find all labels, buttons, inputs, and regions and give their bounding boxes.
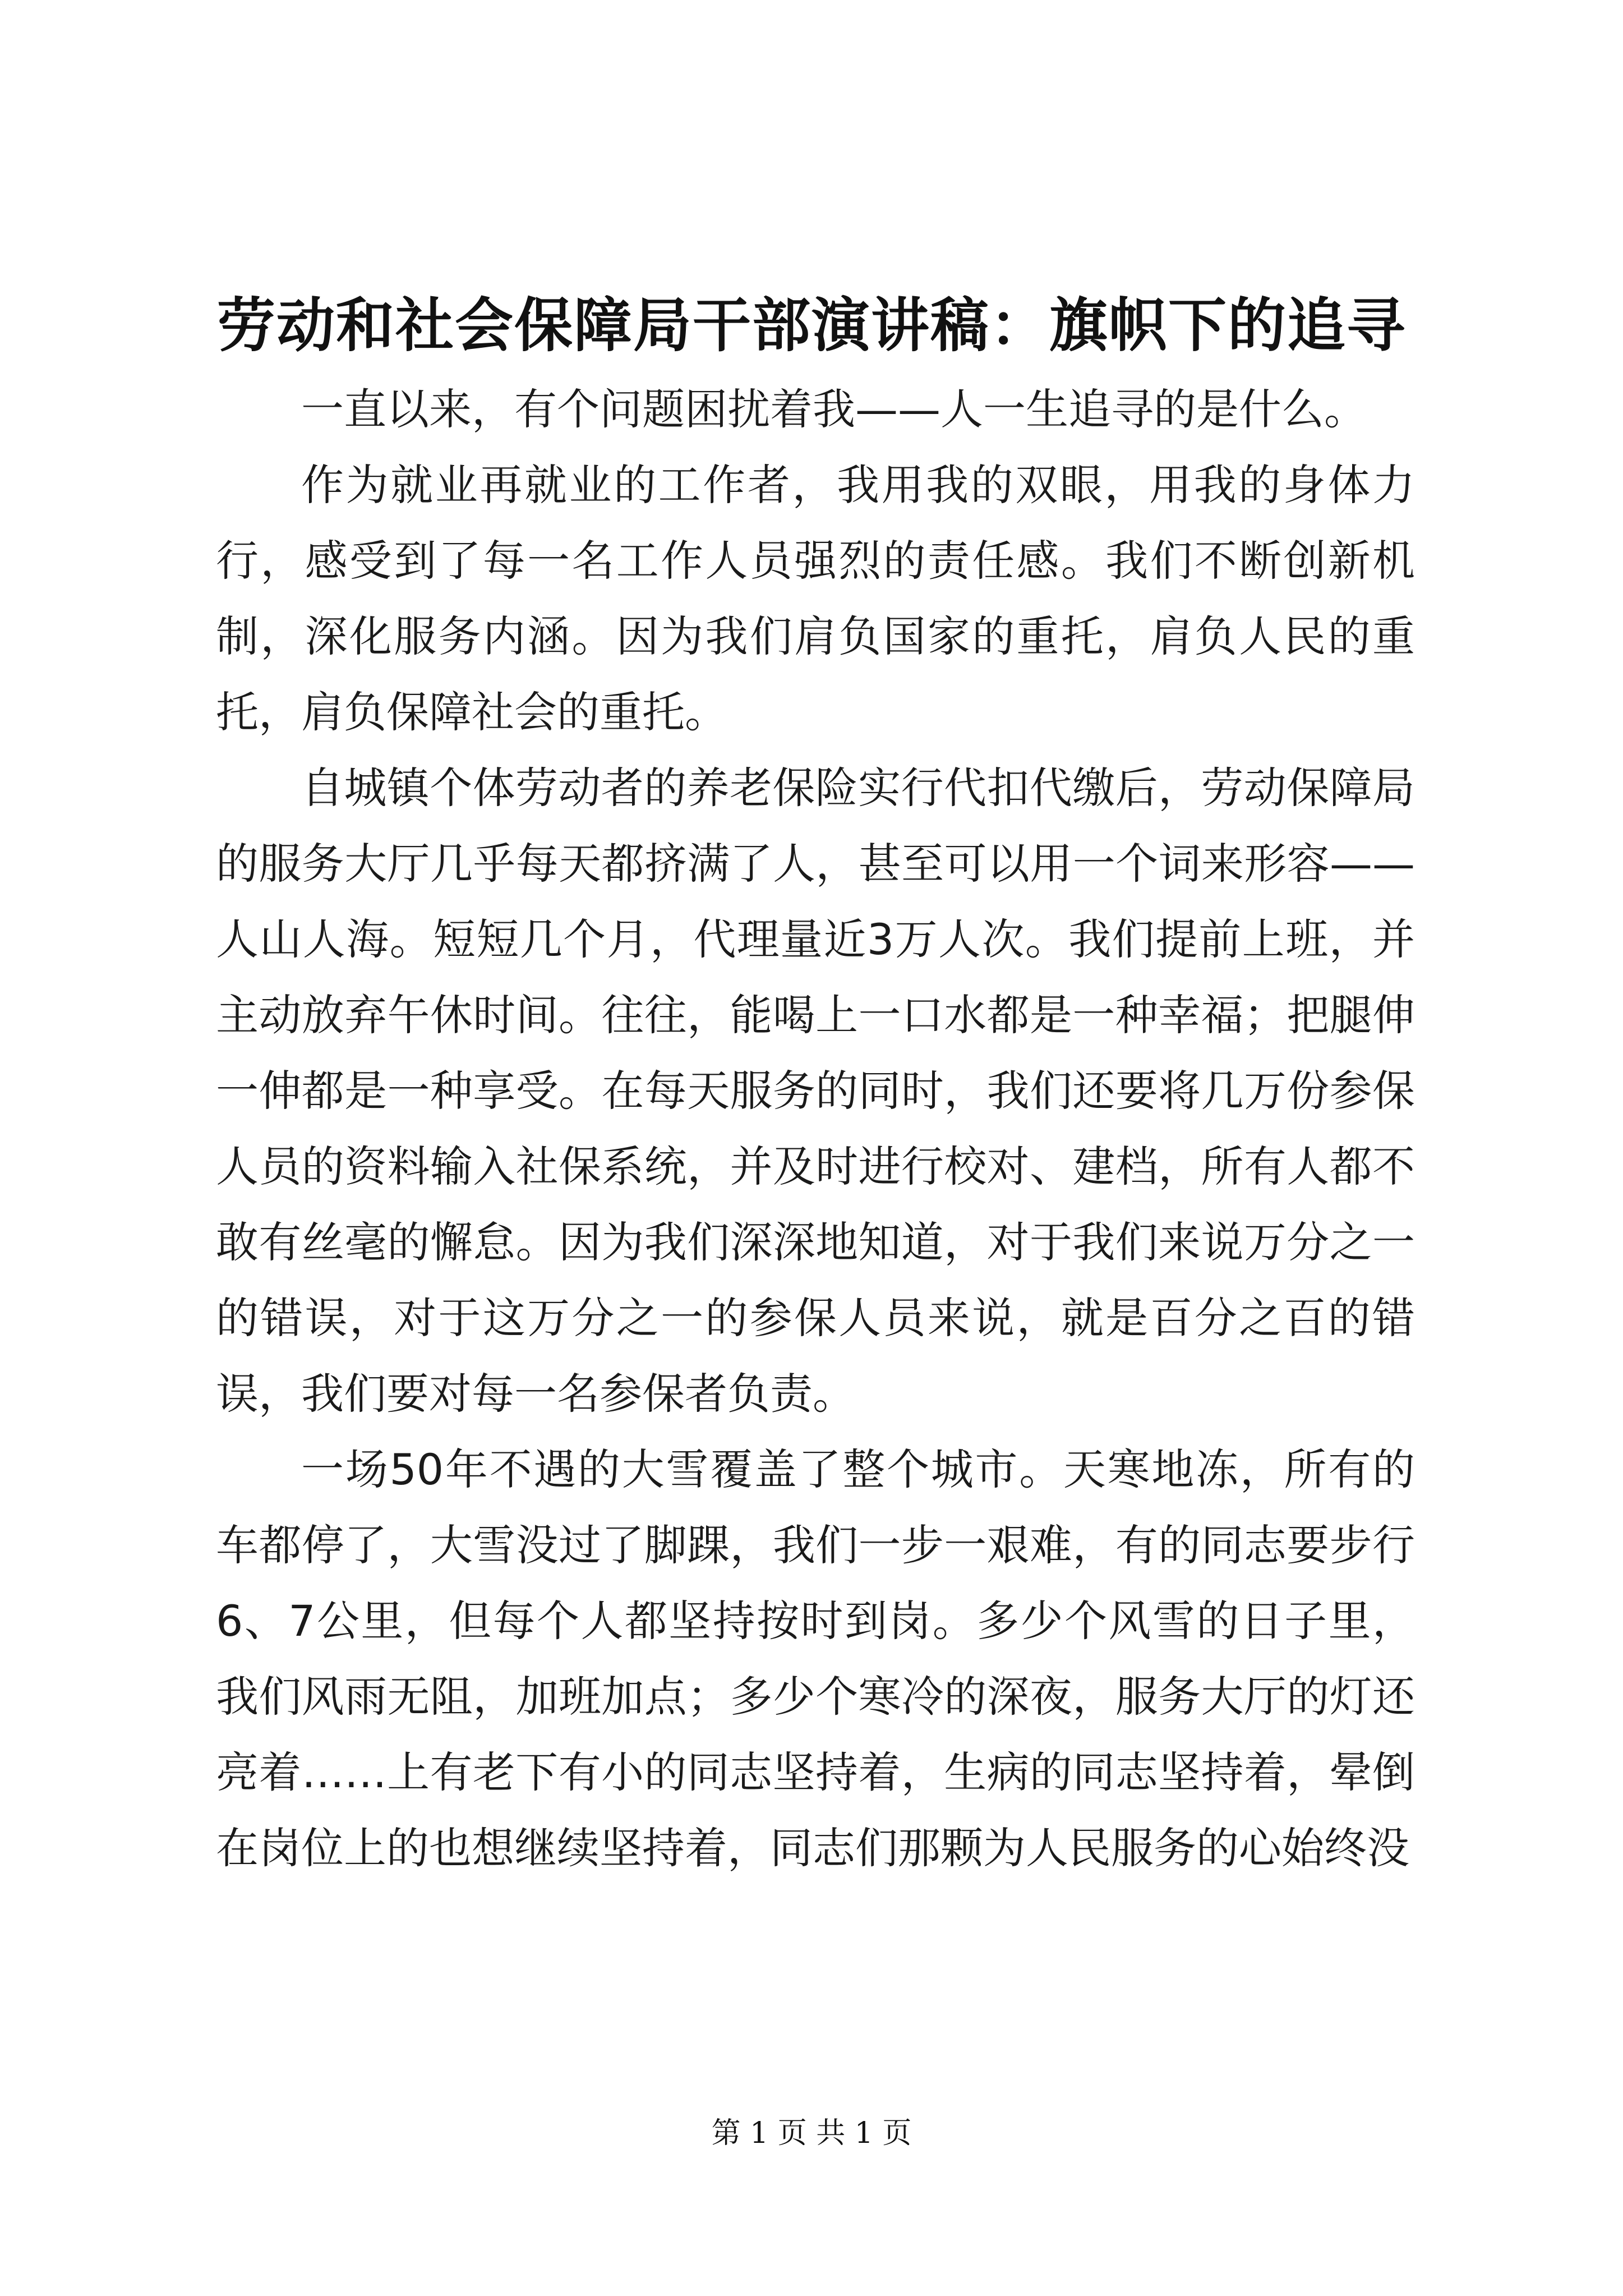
document-title: 劳动和社会保障局干部演讲稿：旗帜下的追寻 xyxy=(216,291,1406,360)
paragraph: 自城镇个体劳动者的养老保险实行代扣代缴后，劳动保障局的服务大厅几乎每天都挤满了人，甚至可以用一个词来形容——人山人海。短短几个月，代理量近3万人次。我们提前上班，并主动放弃午休时间。往往，能喝上一口水都是一种幸福；把腿伸一伸都是一种享受。在每天服务的同时，我们还要将几万份参保人员的资料输入社保系统，并及时进行校对、建档，所有人都不敢有丝毫的懈怠。因为我们深深地知道，对于我们来说万分之一的错误，对于这万分之一的参保人员来说，就是百分之百的错误，我们要对每一名参保者负责。 xyxy=(216,763,1415,1419)
paragraph: 一场50年不遇的大雪覆盖了整个城市。天寒地冻，所有的车都停了，大雪没过了脚踝，我们一步一艰难，有的同志要步行6、7公里，但每个人都坚持按时到岗。多少个风雪的日子里，我们风雨无阻，加班加点；多少个寒冷的深夜，服务大厅的灯还亮着……上有老下有小的同志坚持着，生病的同志坚持着，晕倒在岗位上的也想继续坚持着，同志们那颗为人民服务的心始终没 xyxy=(216,1444,1415,1873)
document-body xyxy=(216,371,1415,1886)
paragraph: 一直以来，有个问题困扰着我——人一生追寻的是什么。 xyxy=(301,384,1367,434)
paragraph: 作为就业再就业的工作者，我用我的双眼，用我的身体力行，感受到了每一名工作人员强烈的责任感。我们不断创新机制，深化服务内涵。因为我们肩负国家的重托，肩负人民的重托，肩负保障社会的重托。 xyxy=(216,460,1415,737)
page-footer: 第 1 页 共 1 页 xyxy=(711,2116,912,2150)
